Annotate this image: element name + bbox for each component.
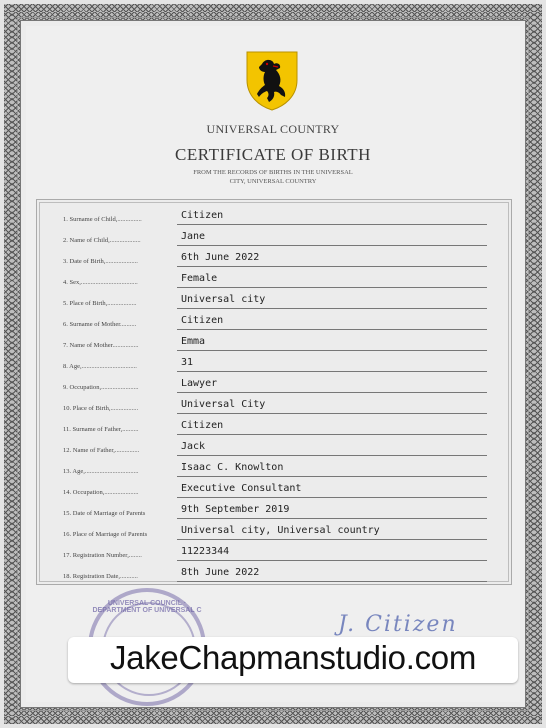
field-label: 13. Age,................................. — [63, 468, 139, 475]
field-label: 11. Surname of Father,.......... — [63, 426, 139, 433]
field-label: 5. Place of Birth,.................. — [63, 300, 137, 307]
field-underline — [177, 434, 487, 435]
record-row — [37, 481, 511, 502]
field-label: 7. Name of Mother................ — [63, 342, 139, 349]
record-row — [37, 208, 511, 229]
field-value: Universal city — [181, 294, 266, 305]
field-underline — [177, 245, 487, 246]
field-underline — [177, 350, 487, 351]
record-row — [37, 439, 511, 460]
subtitle-line-1: FROM THE RECORDS OF BIRTHS IN THE UNIVERSAL — [193, 169, 353, 176]
field-value: Jack — [181, 441, 206, 452]
field-underline — [177, 476, 487, 477]
field-underline — [177, 392, 487, 393]
field-value: 9th September 2019 — [181, 504, 290, 515]
field-underline — [177, 539, 487, 540]
record-row — [37, 523, 511, 544]
seal-text: UNIVERSAL COUNCIL · DEPARTMENT OF UNIVERSAL C — [92, 600, 202, 614]
subtitle-line-2: CITY, UNIVERSAL COUNTRY — [229, 178, 317, 185]
field-label: 6. Surname of Mother.......... — [63, 321, 137, 328]
field-value: Universal city, Universal country — [181, 525, 380, 536]
field-label: 18. Registration Date,........... — [63, 573, 138, 580]
field-label: 4. Sex,................................... — [63, 279, 138, 286]
record-row — [37, 355, 511, 376]
field-label: 15. Date of Marriage of Parents — [63, 510, 146, 517]
field-value: 8th June 2022 — [181, 567, 260, 578]
field-label: 10. Place of Birth,................. — [63, 405, 139, 412]
record-row — [37, 418, 511, 439]
watermark-banner — [68, 637, 518, 683]
field-value: 31 — [181, 357, 194, 368]
field-value: Isaac C. Knowlton — [181, 462, 284, 473]
field-value: 11223344 — [181, 546, 230, 557]
field-underline — [177, 497, 487, 498]
field-value: Emma — [181, 336, 206, 347]
field-underline — [177, 308, 487, 309]
field-value: Universal City — [181, 399, 266, 410]
field-value: Citizen — [181, 210, 224, 221]
record-row — [37, 544, 511, 565]
field-value: Citizen — [181, 315, 224, 326]
field-value: Executive Consultant — [181, 483, 302, 494]
field-underline — [177, 329, 487, 330]
field-value: Jane — [181, 231, 206, 242]
field-label: 17. Registration Number,........ — [63, 552, 142, 559]
record-row — [37, 397, 511, 418]
field-underline — [177, 224, 487, 225]
field-underline — [177, 455, 487, 456]
field-value: Female — [181, 273, 218, 284]
field-underline — [177, 287, 487, 288]
field-value: Citizen — [181, 420, 224, 431]
field-underline — [177, 371, 487, 372]
field-label: 14. Occupation,..................... — [63, 489, 139, 496]
record-table — [36, 199, 512, 585]
field-underline — [177, 581, 487, 582]
certificate-subtitle — [0, 168, 546, 186]
field-underline — [177, 266, 487, 267]
record-row — [37, 460, 511, 481]
certificate-title: CERTIFICATE OF BIRTH — [175, 145, 371, 164]
record-row — [37, 376, 511, 397]
record-row — [37, 292, 511, 313]
record-row — [37, 229, 511, 250]
field-value: 6th June 2022 — [181, 252, 260, 263]
record-row — [37, 502, 511, 523]
record-row — [37, 271, 511, 292]
record-row — [37, 250, 511, 271]
record-row — [37, 313, 511, 334]
lion-rampant-shield-icon — [245, 50, 299, 112]
record-row — [37, 334, 511, 355]
record-row — [37, 565, 511, 586]
issuing-country: UNIVERSAL COUNTRY — [206, 122, 340, 136]
field-label: 1. Surname of Child,............... — [63, 216, 142, 223]
field-label: 12. Name of Father,............... — [63, 447, 140, 454]
registrar-signature: J. Citizen — [338, 612, 458, 637]
field-label: 3. Date of Birth,.................... — [63, 258, 138, 265]
field-label: 16. Place of Marriage of Parents — [63, 531, 148, 538]
field-underline — [177, 518, 487, 519]
field-underline — [177, 413, 487, 414]
field-label: 9. Occupation,....................... — [63, 384, 139, 391]
field-label: 2. Name of Child,................... — [63, 237, 141, 244]
field-label: 8. Age,.................................. — [63, 363, 137, 370]
field-underline — [177, 560, 487, 561]
field-value: Lawyer — [181, 378, 218, 389]
watermark-text: JakeChapmanstudio.com — [109, 639, 477, 676]
